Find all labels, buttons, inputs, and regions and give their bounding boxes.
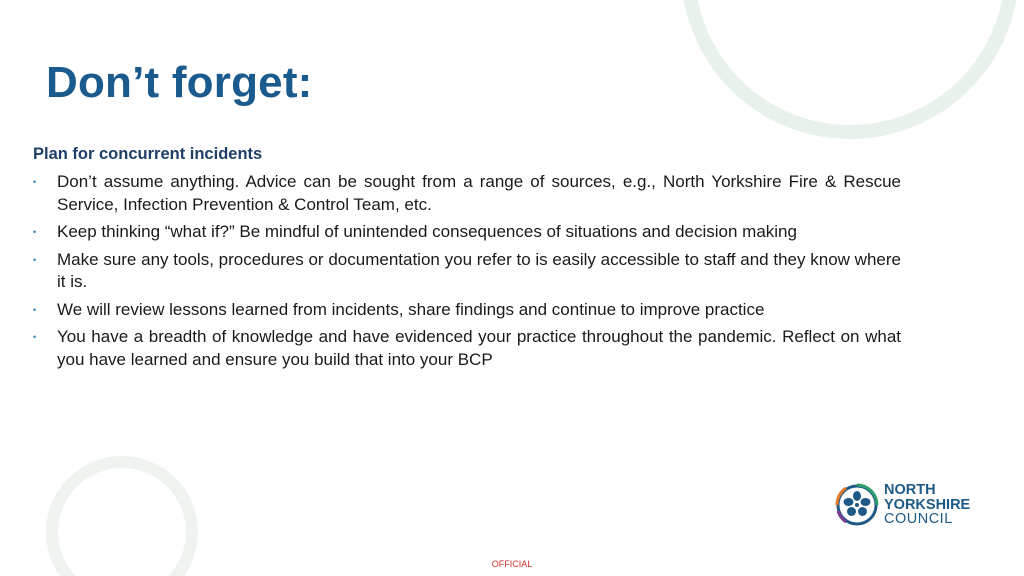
logo-wordmark: NORTH YORKSHIRE COUNCIL	[884, 482, 971, 527]
rose-emblem-icon	[834, 479, 880, 531]
top-right-ring	[688, 0, 1012, 132]
bullet-icon: •	[33, 177, 37, 187]
list-item	[33, 171, 901, 216]
bullet-text: Keep thinking “what if?” Be mindful of unintended consequences of situations and decision making	[57, 222, 797, 241]
list-item	[33, 221, 901, 244]
bullet-icon: •	[33, 304, 37, 315]
bullet-icon: •	[33, 332, 37, 342]
slide-title: Don’t forget:	[46, 58, 313, 107]
bullet-text: Don’t assume anything. Advice can be sought from a range of sources, e.g., North Yorkshire Fire & Rescue Service, Infection Prevention & Control Team, etc.	[57, 172, 901, 214]
bullet-icon: •	[33, 227, 37, 237]
list-item	[33, 326, 901, 371]
bullet-icon: •	[33, 254, 37, 265]
list-item	[33, 299, 901, 322]
bullet-text: You have a breadth of knowledge and have evidenced your practice throughout the pandemic. Reflect on what you have learned and ensure you build that into your BCP	[57, 327, 901, 369]
bullet-text: Make sure any tools, procedures or documentation you refer to is easily accessible to staff and they know where it is.	[57, 249, 901, 291]
list-item	[33, 249, 901, 294]
security-classification-label: OFFICIAL	[491, 559, 533, 569]
section-subheading: Plan for concurrent incidents	[33, 145, 263, 163]
north-yorkshire-council-logo	[834, 479, 984, 533]
bullet-text: We will review lessons learned from incidents, share findings and continue to improve practice	[57, 299, 765, 319]
bullet-list	[33, 171, 901, 376]
